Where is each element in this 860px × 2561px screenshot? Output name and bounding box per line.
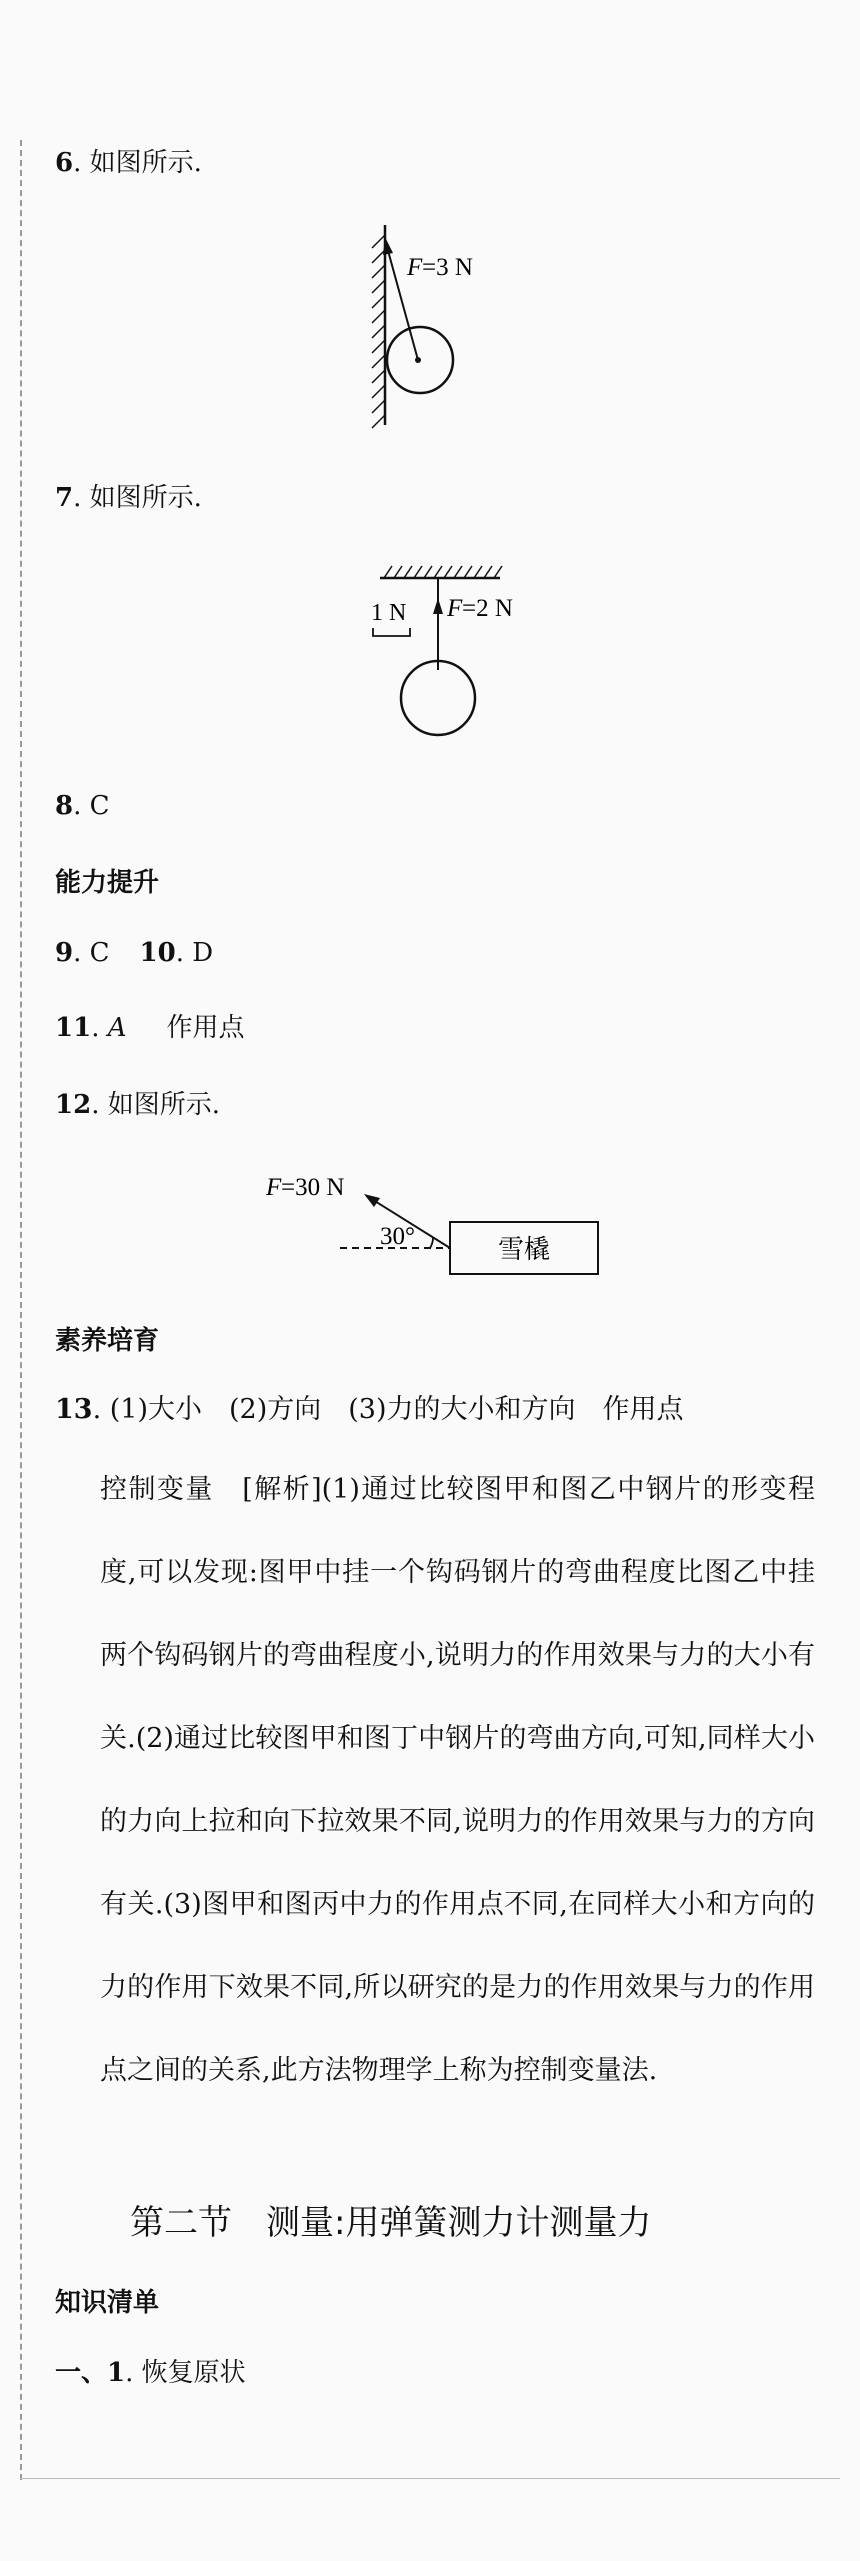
question-6: [55, 145, 202, 181]
question-13-analysis: 控制变量 [解析](1)通过比较图甲和图乙中钢片的形变程度,可以发现:图甲中挂一个钩码钢片的弯曲程度比图乙中挂两个钩码钢片的弯曲程度小,说明力的作用效果与力的大小有关.(2)通过比较图甲和图丁中钢片的弯曲方向,可知,同样大小的力向上拉和向下拉效果不同,说明力的作用效果与力的方向有关.(3)图甲和图丙中力的作用点不同,在同样大小和方向的力的作用下效果不同,所以研究的是力的作用效果与力的作用点之间的关系,此方法物理学上称为控制变量法.: [100, 1474, 815, 2086]
knowledge-item-1: [55, 2355, 246, 2391]
question-number: 7: [55, 483, 74, 513]
section-heading-ability: 能力提升: [55, 868, 160, 898]
fig7-force-label: =2 N: [462, 595, 513, 622]
section-heading-knowledge: 知识清单: [55, 2288, 160, 2318]
question-11: [55, 1010, 245, 1046]
question-number: 10: [139, 938, 176, 968]
fig12-force-label: =30 N: [281, 1174, 345, 1201]
question-7: [55, 480, 202, 516]
question-9-10: [55, 935, 213, 971]
question-8: [55, 788, 110, 824]
answer-extra: 作用点: [166, 1013, 245, 1043]
bottom-rule: [20, 2478, 840, 2479]
chapter-title: 第二节 测量:用弹簧测力计测量力: [130, 2203, 652, 2243]
question-number: 9: [55, 938, 74, 968]
fig7-scale-label: 1 N: [371, 600, 407, 626]
fig6-force-symbol: F: [407, 254, 423, 281]
question-text: . C: [73, 938, 110, 968]
fig12-angle-label: 30°: [380, 1223, 415, 1250]
figure-7-hanging-ball: [370, 570, 550, 745]
question-13: [55, 1392, 683, 1428]
question-text: .: [91, 1013, 108, 1043]
item-text: . 恢复原状: [125, 2358, 246, 2388]
figure-12-sled: [260, 1160, 620, 1280]
question-text: . C: [73, 791, 110, 821]
question-text: . 如图所示.: [73, 148, 202, 178]
question-text: . 如图所示.: [73, 483, 202, 513]
question-text: . D: [175, 938, 214, 968]
item-number: 一、1: [55, 2358, 126, 2388]
question-12: [55, 1087, 220, 1123]
question-number: 8: [55, 791, 74, 821]
question-number: 11: [55, 1013, 92, 1043]
question-number: 12: [55, 1090, 92, 1120]
question-number: 6: [55, 148, 74, 178]
left-dashed-border: [20, 140, 22, 2480]
answer-a: A: [107, 1013, 127, 1043]
question-13-answers: . (1)大小 (2)方向 (3)力的大小和方向 作用点: [92, 1394, 684, 1425]
section-heading-literacy: 素养培育: [55, 1326, 160, 1356]
question-text: . 如图所示.: [91, 1090, 220, 1120]
fig7-force-symbol: F: [447, 595, 463, 622]
figure-6-wall-ball: [370, 225, 510, 435]
fig6-force-label: =3 N: [422, 254, 473, 281]
fig12-force-symbol: F: [266, 1174, 282, 1201]
question-number: 13: [55, 1394, 93, 1425]
fig12-box-label: 雪橇: [497, 1235, 551, 1264]
